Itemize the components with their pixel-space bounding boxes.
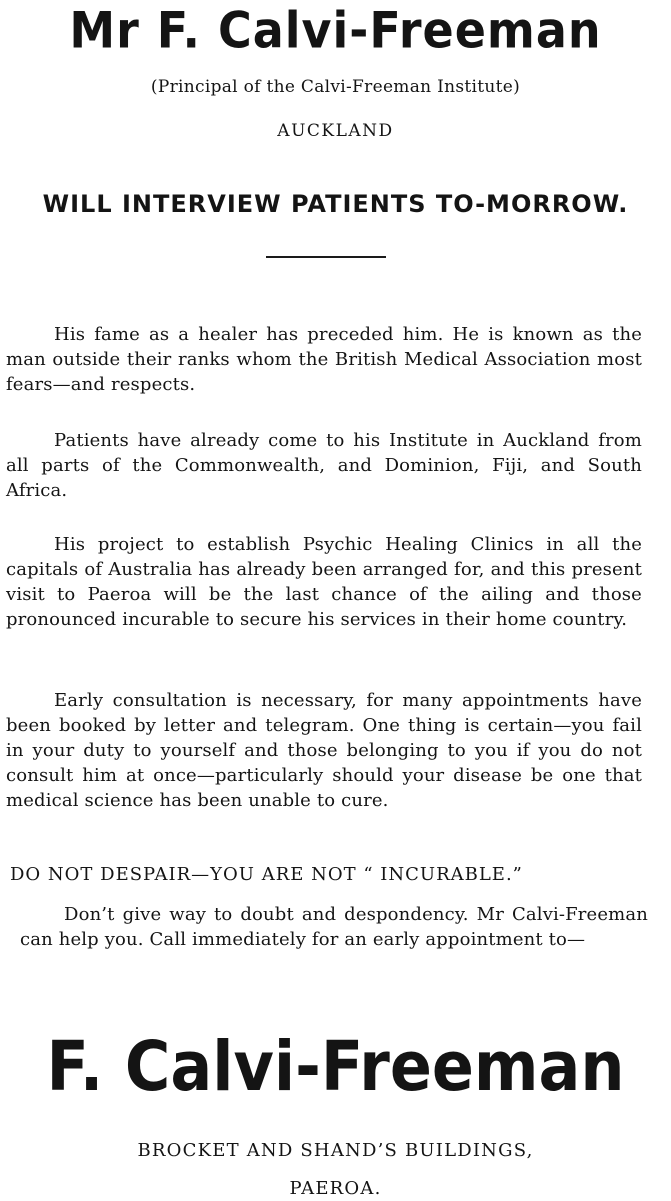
body-paragraph: Patients have already come to his Institute in Auckland from all parts of the Commonwealth, and Dominion, Fiji, and South Africa. bbox=[6, 430, 642, 501]
city-name: AUCKLAND bbox=[277, 121, 394, 141]
divider-rule bbox=[266, 256, 386, 258]
body-paragraph: His project to establish Psychic Healing Clinics in all the capitals of Australia has already been arranged for, and this present visit to Paeroa will be the last chance of the ailing and those pronounced incurable to secure his services in their home country. bbox=[6, 534, 642, 630]
closing-paragraph: Don’t give way to doubt and despondency. Mr Calvi-Freeman can help you. Call immediately for an early appointment to— bbox=[20, 904, 648, 950]
body-paragraph: His fame as a healer has preceded him. He is known as the man outside their ranks whom the British Medical Association most fears—and respects. bbox=[6, 324, 642, 395]
callout-heading: DO NOT DESPAIR—YOU ARE NOT “ INCURABLE.” bbox=[10, 864, 523, 885]
address-line: BROCKET AND SHAND’S BUILDINGS, bbox=[137, 1140, 534, 1161]
town-name: PAEROA. bbox=[289, 1178, 382, 1199]
subtitle: (Principal of the Calvi-Freeman Institute) bbox=[150, 77, 521, 97]
body-paragraph: Early consultation is necessary, for many appointments have been booked by letter and telegram. One thing is certain—you fail in your duty to yourself and those belonging to you if you do not consult him at once—particularly should your disease be one that medical science has been unable to cure. bbox=[6, 690, 642, 811]
signature-name: F. Calvi-Freeman bbox=[46, 1026, 625, 1107]
headline: Mr F. Calvi-Freeman bbox=[69, 0, 602, 60]
banner-heading: WILL INTERVIEW PATIENTS TO-MORROW. bbox=[42, 190, 629, 218]
